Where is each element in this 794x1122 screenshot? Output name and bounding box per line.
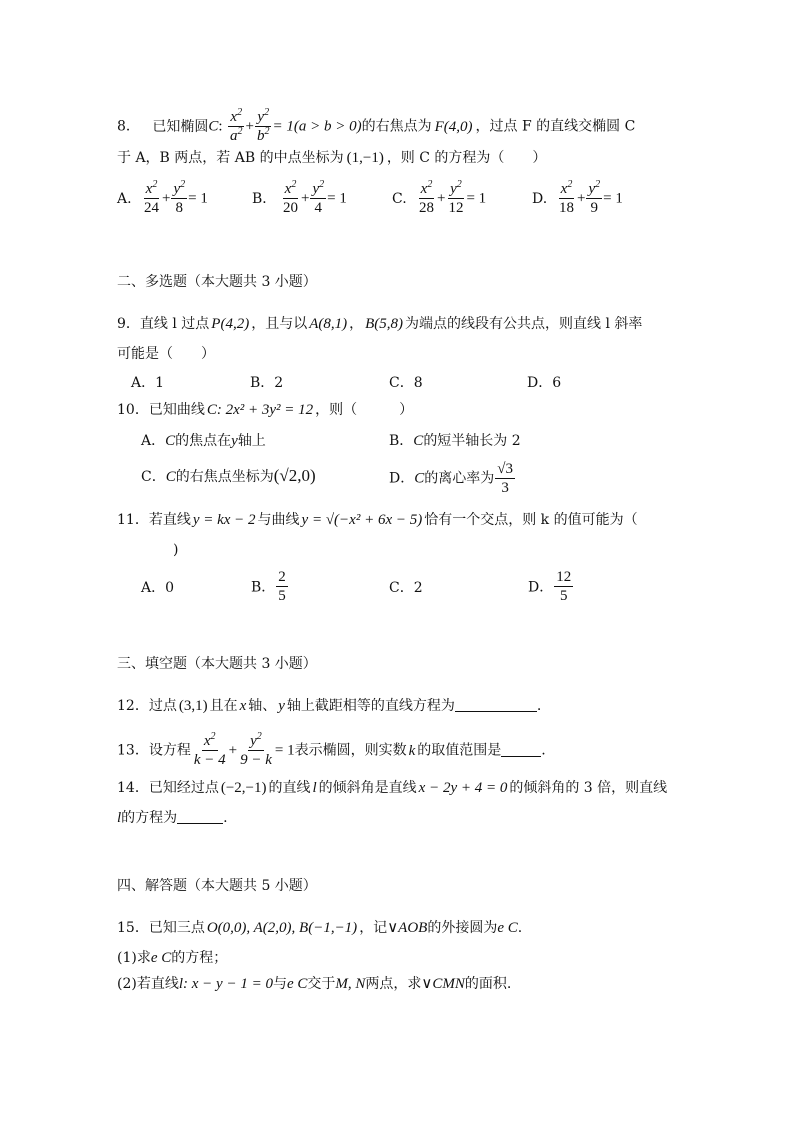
fraction: $\frac{x^2}{a^2}$ <box>230 107 243 144</box>
q8-line1: 8． 已知椭圆C: $\frac{x^2}{a^2}$ + $\frac{y^2}{b^2}$ = 1(a > b > 0)的右焦点为 F(4,0) ，过点 F 的直线交椭圆 C <box>117 107 636 144</box>
q11-option-d: D． $\frac{12}{5}$ <box>528 569 572 604</box>
focus-point: F(4,0) <box>434 118 473 135</box>
q14-line1: 14．已知经过点 (−2,−1) 的直线 l 的倾斜角是直线 x − 2y + 4 = 0 的倾斜角的 3 倍，则直线 <box>117 780 668 796</box>
q8-option-b: B． $\frac{x^2}{20}$ + $\frac{y^2}{4}$ = 1 <box>252 179 347 216</box>
q9-option-b: B．2 <box>250 375 284 391</box>
q11-line2: ) <box>173 542 179 558</box>
q14-line2: l的方程为 . <box>117 810 228 826</box>
fraction: $\frac{y^2}{b^2}$ <box>256 107 270 144</box>
q13-line: 13．设方程 $\frac{x^2}{k - 4}$ + $\frac{y^2}{9 - k}$ = 1表示椭圆，则实数 k 的取值范围是 . <box>117 731 546 768</box>
q10-option-d: D．C的离心率为 $\frac{√3}{3}$ <box>389 461 513 496</box>
answer-blank <box>501 742 541 757</box>
answer-blank <box>455 697 537 712</box>
q11-option-c: C．2 <box>389 580 423 596</box>
q8-line2: 于 A，B 两点，若 AB 的中点坐标为 (1,−1) ，则 C 的方程为（ ） <box>117 150 547 166</box>
q12-line: 12．过点 (3,1) 且在 x 轴、 y 轴上截距相等的直线方程为 . <box>117 698 542 714</box>
q15-part1: (1)求e C的方程； <box>117 950 228 966</box>
q8-number: 8． <box>117 118 140 135</box>
section-heading-3: 三、填空题（本大题共 3 小题） <box>117 656 317 672</box>
q9-line2: 可能是（ ） <box>117 346 215 362</box>
section-heading-2: 二、多选题（本大题共 3 小题） <box>117 274 317 290</box>
q10-option-b: B．C的短半轴长为 2 <box>389 433 521 449</box>
q9-option-c: C．8 <box>389 375 423 391</box>
q11-line1: 11．若直线 y = kx − 2 与曲线 y = √(−x² + 6x − 5) 恰有一个交点，则 k 的值可能为（ <box>117 512 638 528</box>
q10-line1: 10．已知曲线 C: 2x² + 3y² = 12 ，则（ ） <box>117 402 414 418</box>
q9-option-d: D．6 <box>527 375 562 391</box>
q8-option-d: D. $\frac{x^2}{18}$ + $\frac{y^2}{9}$ = 1 <box>532 179 623 216</box>
q9-option-a: A．1 <box>131 375 165 391</box>
q8-text: 已知椭圆 <box>152 118 209 135</box>
answer-blank <box>177 809 223 824</box>
q11-option-a: A．0 <box>141 580 175 596</box>
midpoint: (1,−1) <box>346 150 384 166</box>
q10-option-c: C．C的右焦点坐标为(√2,0) <box>141 466 316 485</box>
q15-part2: (2)若直线l: x − y − 1 = 0与e C交于M, N两点，求∨CMN的面积. <box>117 976 512 992</box>
q9-line1: 9．直线 l 过点 P(4,2) ，且与以 A(8,1) ， B(5,8) 为端点的线段有公共点，则直线 l 斜率 <box>117 316 643 332</box>
section-heading-4: 四、解答题（本大题共 5 小题） <box>117 878 317 894</box>
q8-option-a: A. $\frac{x^2}{24}$ + $\frac{y^2}{8}$ = 1 <box>117 179 208 216</box>
q11-option-b: B． $\frac{2}{5}$ <box>251 569 286 604</box>
q8-option-c: C. $\frac{x^2}{28}$ + $\frac{y^2}{12}$ = 1 <box>392 179 487 216</box>
q10-option-a: A．C的焦点在y轴上 <box>141 433 266 449</box>
q15-line1: 15．已知三点 O(0,0), A(2,0), B(−1,−1) ，记∨AOB的外接圆为e C. <box>117 920 523 936</box>
